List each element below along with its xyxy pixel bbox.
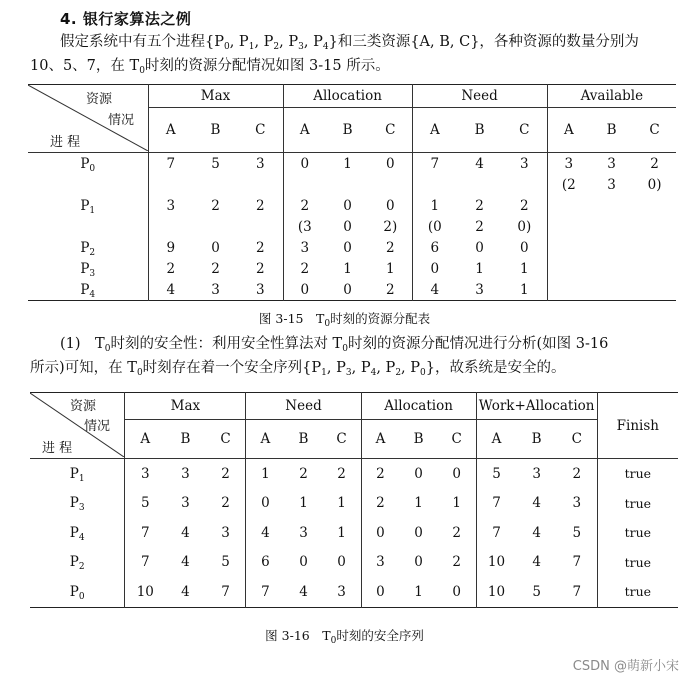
table1-value-cell: 1 <box>520 281 529 298</box>
table1-value-cell <box>590 195 633 216</box>
table2-value-cell: 4 <box>532 495 541 512</box>
table1-process-cell <box>28 174 148 195</box>
table2-value-cell: 2 <box>452 524 461 541</box>
table1-col-header: A <box>283 108 326 153</box>
table2-value-cell: 1 <box>414 583 423 600</box>
table1-col-header: C <box>633 108 676 153</box>
table2-row <box>30 548 678 578</box>
table2-row <box>30 577 678 607</box>
table1-process-cell: $P_2$ <box>80 239 96 258</box>
table1-value-cell: 1 <box>412 195 457 216</box>
table1-value-cell: (2 <box>547 174 590 195</box>
table2-value-cell: 6 <box>246 548 284 578</box>
csdn-watermark: CSDN @萌新小宋 <box>572 659 679 674</box>
table1-value-cell <box>283 174 326 195</box>
table1-row <box>28 195 676 216</box>
table2-value-cell: 0 <box>414 465 423 482</box>
table1-value-cell: 9 <box>148 237 193 258</box>
table2-value-cell: 2 <box>361 489 399 519</box>
table2-value-cell: 0 <box>361 518 399 548</box>
table1-value-cell: 3 <box>255 155 265 172</box>
table2-value-cell: 2 <box>452 554 461 571</box>
table1-value-cell: 2 <box>520 197 529 214</box>
section-heading: 4. 银行家算法之例 <box>60 10 192 28</box>
table1-value-cell: (3 <box>283 216 326 237</box>
table1-value-cell <box>547 258 590 279</box>
table2-value-cell: 0 <box>246 489 284 519</box>
table2-value-cell: 4 <box>246 518 284 548</box>
table1-value-cell <box>502 174 547 195</box>
table2-col-header: A <box>246 420 284 459</box>
table2-value-cell: 5 <box>476 459 516 489</box>
table1-process-cell: $P_1$ <box>80 197 96 216</box>
table1-value-cell <box>412 174 457 195</box>
table1-value-cell: 4 <box>475 155 484 172</box>
table1-value-cell: 7 <box>412 153 457 175</box>
table2-value-cell: 3 <box>532 465 541 482</box>
table2-process-cell: $P_2$ <box>69 554 85 573</box>
table1-value-cell <box>547 216 590 237</box>
table2-value-cell: 2 <box>221 465 230 482</box>
table2-value-cell: 1 <box>414 495 423 512</box>
table2-value-cell: 5 <box>125 489 165 519</box>
table1-value-cell: 0 <box>386 155 395 172</box>
table1-value-cell <box>633 216 676 237</box>
table1-value-cell <box>590 279 633 301</box>
table1-value-cell: 0 <box>211 239 220 256</box>
table1-value-cell: 0 <box>343 218 352 235</box>
table2-value-cell: 3 <box>572 495 582 512</box>
table2-value-cell: 3 <box>181 465 190 482</box>
table2-process-cell: $P_3$ <box>69 495 85 514</box>
table2-col-header: C <box>438 420 476 459</box>
table2-value-cell: 0 <box>452 465 461 482</box>
table2-value-cell: 0 <box>414 524 423 541</box>
table1-value-cell: 3 <box>607 155 616 172</box>
table1-value-cell: 3 <box>520 155 529 172</box>
table1-value-cell <box>633 279 676 301</box>
table2-value-cell: 7 <box>125 518 165 548</box>
table2-value-cell: 5 <box>572 524 582 541</box>
table2-value-cell: 4 <box>181 583 190 600</box>
safety-line-2: 所示)可知，在 $T_0$时刻存在着一个安全序列{$P_1$, $P_3$, $P_4$, $P_2$, $P_0$}，故系统是安全的。 <box>30 360 566 378</box>
table2-value-cell: 1 <box>337 524 346 541</box>
table2-group-max: Max <box>125 393 246 420</box>
table2-value-cell: 7 <box>246 577 284 607</box>
table2-value-cell: 2 <box>221 495 230 512</box>
table1-col-header: C <box>502 108 547 153</box>
table1-value-cell <box>193 216 238 237</box>
resource-allocation-table <box>28 84 676 301</box>
table1-value-cell <box>238 216 283 237</box>
table2-col-header: B <box>165 420 205 459</box>
table1-value-cell: 4 <box>412 279 457 301</box>
table2-col-header: A <box>361 420 399 459</box>
table2-value-cell: 3 <box>299 524 308 541</box>
table2-value-cell: 4 <box>532 554 541 571</box>
table1-value-cell <box>590 237 633 258</box>
table2-col-header: B <box>516 420 556 459</box>
table1-value-cell <box>590 258 633 279</box>
table1-process-cell: $P_4$ <box>80 281 96 300</box>
intro-line-1-full: 假定系统中有五个进程{$P_0$, $P_1$, $P_2$, $P_3$, $P_4$}和三类资源{A, B, C}，各种资源的数量分别为 <box>60 34 639 52</box>
table2-col-header: A <box>125 420 165 459</box>
table2-finish-cell: true <box>597 459 678 489</box>
table2-finish-cell: true <box>597 489 678 519</box>
table2-value-cell: 1 <box>452 495 461 512</box>
table2-value-cell: 1 <box>246 459 284 489</box>
table2-value-cell: 7 <box>476 489 516 519</box>
table1-value-cell <box>193 174 238 195</box>
table1-value-cell <box>369 174 412 195</box>
table2-process-cell: $P_0$ <box>69 583 85 602</box>
table1-col-header: B <box>193 108 238 153</box>
table2-finish-cell: true <box>597 577 678 607</box>
table1-value-cell: 7 <box>148 153 193 175</box>
table2-group-finish: Finish <box>597 393 678 459</box>
table1-group-need: Need <box>412 85 547 108</box>
table2-value-cell: 7 <box>125 548 165 578</box>
table2-value-cell: 1 <box>337 495 346 512</box>
table1-value-cell: (0 <box>412 216 457 237</box>
table1-value-cell: 0 <box>412 258 457 279</box>
table1-value-cell: 3 <box>148 195 193 216</box>
table2-row <box>30 518 678 548</box>
table2-value-cell: 7 <box>476 518 516 548</box>
table2-col-header: C <box>206 420 246 459</box>
table1-value-cell <box>547 195 590 216</box>
table2-value-cell: 0 <box>299 554 308 571</box>
table2-row <box>30 459 678 489</box>
table2-value-cell: 3 <box>337 583 346 600</box>
table1-value-cell: 2 <box>255 197 265 214</box>
table1-value-cell: 1 <box>343 155 352 172</box>
table1-value-cell: 2 <box>475 197 484 214</box>
table2-group-need: Need <box>246 393 361 420</box>
table2-col-header: A <box>476 420 516 459</box>
table1-value-cell: 6 <box>412 237 457 258</box>
table1-col-header: A <box>148 108 193 153</box>
table2-value-cell: 2 <box>299 465 308 482</box>
table2-value-cell: 5 <box>221 554 230 571</box>
table2-process-cell: $P_4$ <box>69 524 85 543</box>
table1-row <box>28 279 676 301</box>
table2-value-cell: 3 <box>125 459 165 489</box>
table1-value-cell: 2 <box>255 239 265 256</box>
table1-value-cell: 2 <box>386 281 395 298</box>
table1-value-cell: 0 <box>283 279 326 301</box>
table1-value-cell: 3 <box>255 281 265 298</box>
table2-value-cell: 0 <box>452 583 461 600</box>
table1-value-cell: 0 <box>386 197 395 214</box>
safety-line-1: (1) $T_0$时刻的安全性：利用安全性算法对 $T_0$时刻的资源分配情况进行分析(如图 3-16 <box>60 336 609 354</box>
table2-value-cell: 2 <box>572 465 582 482</box>
table1-value-cell: 2 <box>386 239 395 256</box>
table2-value-cell: 3 <box>181 495 190 512</box>
table1-value-cell: 0 <box>283 153 326 175</box>
safe-sequence-table <box>30 392 678 608</box>
table1-value-cell: 3 <box>607 176 616 193</box>
table2-col-header: B <box>399 420 437 459</box>
table1-value-cell: 0) <box>517 218 532 235</box>
table2-value-cell: 10 <box>125 577 165 607</box>
table2-value-cell: 4 <box>181 524 190 541</box>
table2-finish-cell: true <box>597 518 678 548</box>
table1-caption: 图 3-15 $T_0$时刻的资源分配表 <box>258 311 431 329</box>
table1-col-header: C <box>369 108 412 153</box>
table1-value-cell: 3 <box>211 281 220 298</box>
intro-line-2: 10、5、7，在 $T_0$时刻的资源分配情况如图 3-15 所示。 <box>30 58 390 76</box>
table1-row <box>28 237 676 258</box>
table1-col-header: B <box>326 108 369 153</box>
table1-process-cell: $P_0$ <box>80 155 96 174</box>
table2-process-cell: $P_1$ <box>69 465 85 484</box>
table1-value-cell <box>590 216 633 237</box>
table1-col-header: C <box>238 108 283 153</box>
table2-row <box>30 489 678 519</box>
table2-value-cell: 5 <box>532 583 541 600</box>
table1-value-cell: 1 <box>520 260 529 277</box>
table1-col-header: B <box>590 108 633 153</box>
table1-group-max: Max <box>148 85 283 108</box>
table1-value-cell: 3 <box>547 153 590 175</box>
table2-value-cell: 7 <box>572 583 582 600</box>
table2-value-cell: 7 <box>572 554 582 571</box>
table1-row <box>28 258 676 279</box>
table1-value-cell <box>633 258 676 279</box>
table2-group-work-allocation: Work+Allocation <box>476 393 597 420</box>
table1-process-cell: $P_3$ <box>80 260 96 279</box>
table1-value-cell: 0 <box>475 239 484 256</box>
table1-value-cell: 1 <box>386 260 395 277</box>
table1-value-cell <box>148 174 193 195</box>
table1-value-cell <box>238 174 283 195</box>
table2-value-cell: 0 <box>414 554 423 571</box>
table2-col-header: C <box>323 420 361 459</box>
table1-value-cell: 2) <box>383 218 398 235</box>
table2-value-cell: 4 <box>181 554 190 571</box>
table1-value-cell <box>326 174 369 195</box>
table1-col-header: A <box>547 108 590 153</box>
table1-group-allocation: Allocation <box>283 85 412 108</box>
table1-value-cell: 5 <box>211 155 220 172</box>
table2-col-header: C <box>557 420 597 459</box>
table1-col-header: B <box>457 108 502 153</box>
table1-value-cell: 3 <box>283 237 326 258</box>
table2-value-cell: 10 <box>476 577 516 607</box>
table1-row <box>28 216 676 237</box>
table1-value-cell: 3 <box>475 281 484 298</box>
table1-group-available: Available <box>547 85 676 108</box>
table1-value-cell: 2 <box>211 197 220 214</box>
table2-value-cell: 2 <box>361 459 399 489</box>
table1-value-cell: 2 <box>255 260 265 277</box>
table1-value-cell: 2 <box>283 258 326 279</box>
table1-value-cell: 4 <box>148 279 193 301</box>
table1-value-cell: 2 <box>650 155 659 172</box>
table2-value-cell: 0 <box>337 554 346 571</box>
table2-value-cell: 3 <box>361 548 399 578</box>
table1-value-cell: 2 <box>211 260 220 277</box>
table1-value-cell <box>457 174 502 195</box>
table2-value-cell: 10 <box>476 548 516 578</box>
table1-value-cell: 1 <box>343 260 352 277</box>
table2-finish-cell: true <box>597 548 678 578</box>
table2-value-cell: 4 <box>532 524 541 541</box>
table1-process-cell <box>28 216 148 237</box>
table1-row <box>28 174 676 195</box>
table2-value-cell: 4 <box>299 583 308 600</box>
table1-value-cell: 0 <box>520 239 529 256</box>
table1-col-header: A <box>412 108 457 153</box>
table2-caption: 图 3-16 $T_0$时刻的安全序列 <box>265 628 424 646</box>
table1-value-cell: 2 <box>475 218 484 235</box>
table2-corner-header: 资源 情况 进 程 <box>30 393 125 459</box>
table1-value-cell: 0 <box>343 197 352 214</box>
table1-value-cell <box>547 279 590 301</box>
table1-value-cell <box>547 237 590 258</box>
table1-corner-header: 资源 情况 进 程 <box>28 85 148 153</box>
table1-value-cell <box>633 195 676 216</box>
table1-row <box>28 153 676 175</box>
table1-value-cell: 2 <box>283 195 326 216</box>
table1-value-cell <box>633 237 676 258</box>
table2-value-cell: 3 <box>221 524 230 541</box>
table2-value-cell: 7 <box>221 583 230 600</box>
table2-value-cell: 0 <box>361 577 399 607</box>
table2-col-header: B <box>284 420 322 459</box>
table1-value-cell: 2 <box>148 258 193 279</box>
table1-value-cell: 0 <box>343 239 352 256</box>
table2-group-allocation: Allocation <box>361 393 476 420</box>
table1-value-cell: 0 <box>343 281 352 298</box>
table1-value-cell: 0) <box>647 176 662 193</box>
table2-value-cell: 1 <box>299 495 308 512</box>
table1-value-cell <box>148 216 193 237</box>
table1-value-cell: 1 <box>475 260 484 277</box>
table2-value-cell: 2 <box>337 465 346 482</box>
